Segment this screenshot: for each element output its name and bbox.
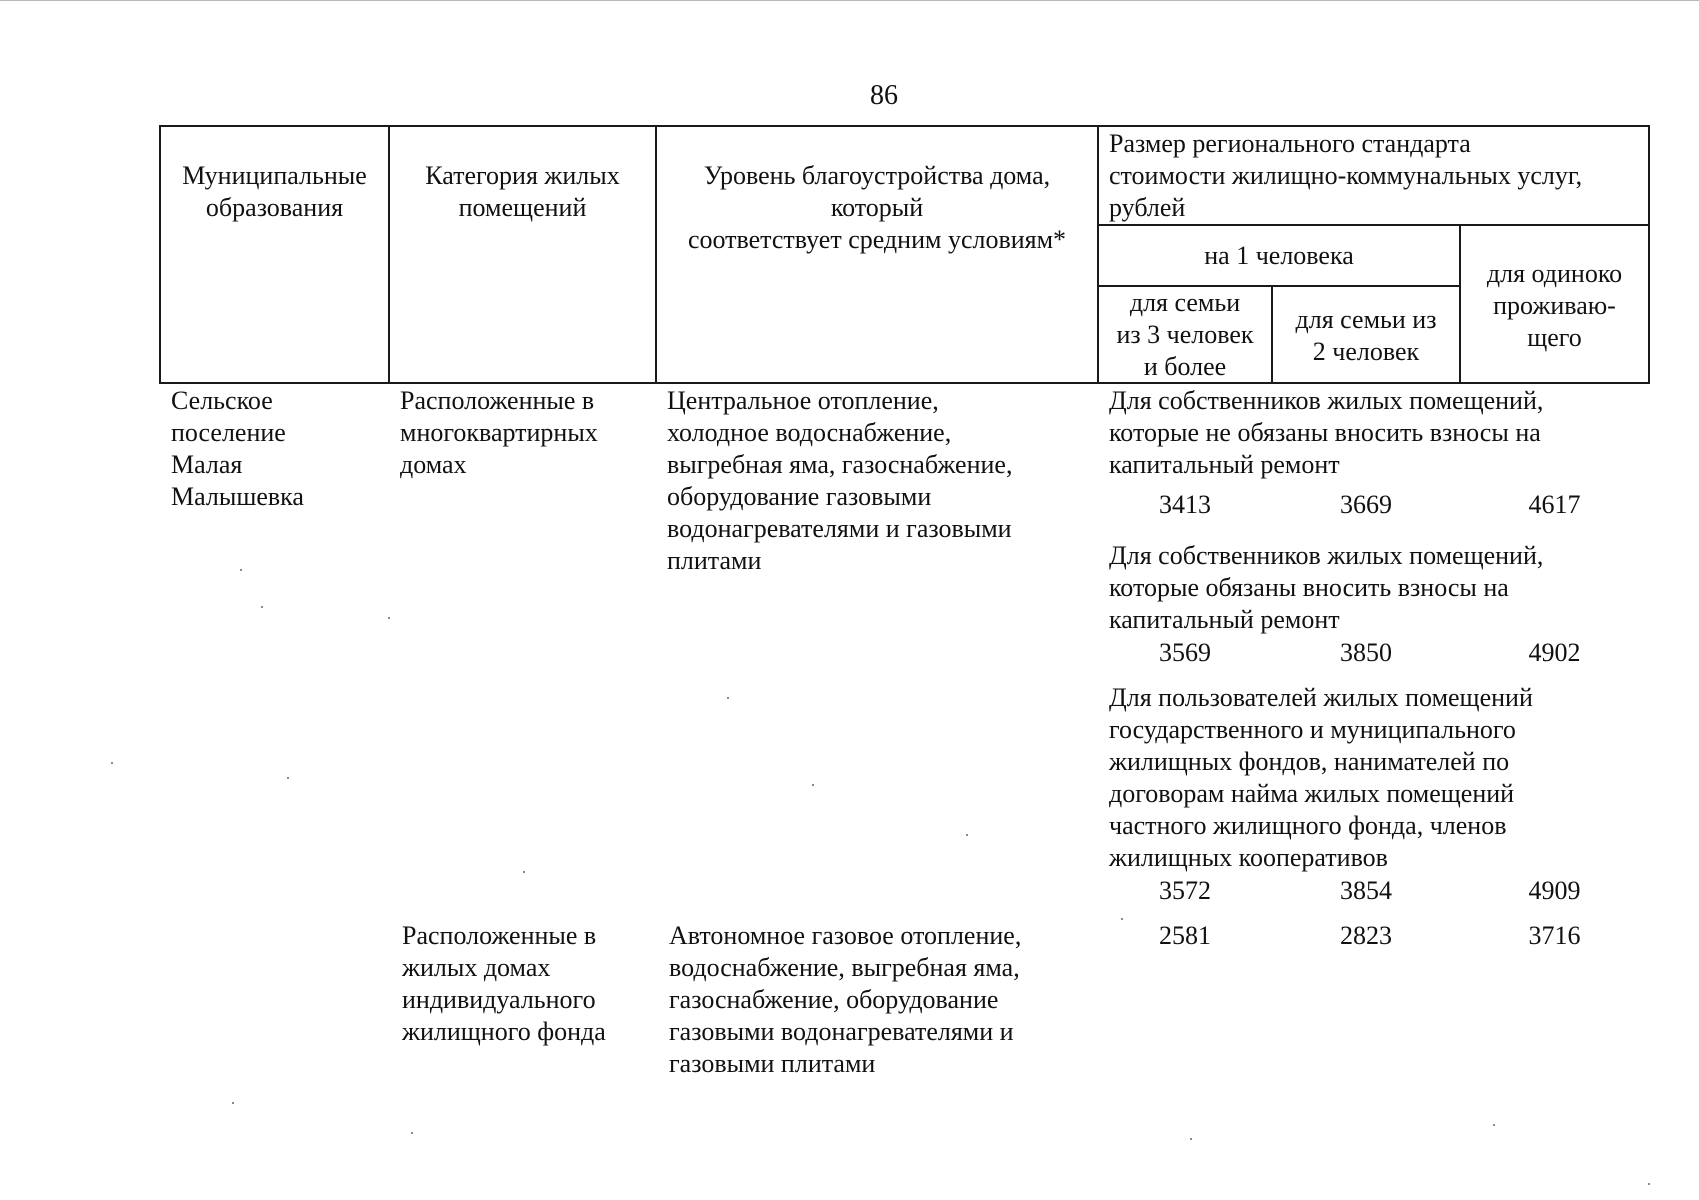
header-line: из 3 человек [1116, 320, 1254, 349]
speck [812, 784, 814, 786]
cell-line: холодное водоснабжение, [667, 418, 952, 447]
header-line: для семьи [1129, 288, 1241, 317]
group-text-line: частного жилищного фонда, членов [1109, 811, 1507, 840]
value-single: 4902 [1528, 638, 1581, 667]
group-text-line: которые обязаны вносить взносы на [1109, 573, 1509, 602]
group-text-line: Для пользователей жилых помещений [1109, 683, 1533, 712]
cell-line: газовыми плитами [669, 1049, 876, 1078]
cell-line: жилых домах [402, 953, 551, 982]
value-family3: 3569 [1159, 638, 1211, 667]
header-line: щего [1527, 323, 1582, 352]
header-line: для одиноко [1486, 259, 1623, 288]
cell-line: многоквартирных [400, 418, 598, 447]
header-line: Категория жилых [425, 161, 620, 190]
value-family3: 3413 [1159, 490, 1211, 519]
value-single: 4617 [1528, 490, 1581, 519]
header-line: рублей [1109, 193, 1186, 222]
header-right-border [1648, 125, 1650, 384]
cell-line: Малая [171, 450, 243, 479]
cell-line: жилищного фонда [402, 1017, 606, 1046]
header-line: проживаю- [1493, 291, 1616, 320]
speck [1648, 1183, 1650, 1185]
value-single: 4909 [1528, 876, 1581, 905]
group-text-line: которые не обязаны вносить взносы на [1109, 418, 1541, 447]
group-text-line: капитальный ремонт [1109, 450, 1340, 479]
column-header-per-person: на 1 человека [1204, 241, 1354, 270]
header-line: стоимости жилищно-коммунальных услуг, [1109, 161, 1583, 190]
cell-line: Расположенные в [400, 386, 595, 415]
cell-line: выгребная яма, газоснабжение, [667, 450, 1013, 479]
cell-line: Малышевка [171, 482, 304, 511]
speck [523, 871, 525, 873]
group-text-line: Для собственников жилых помещений, [1109, 386, 1544, 415]
cell-line: Автономное газовое отопление, [669, 921, 1022, 950]
header-line: и более [1143, 352, 1227, 381]
speck [1493, 1124, 1495, 1126]
value-family2: 3850 [1340, 638, 1392, 667]
cell-line: Расположенные в [402, 921, 597, 950]
cell-line: индивидуального [402, 985, 596, 1014]
speck [261, 606, 263, 608]
header-bottom-border [159, 382, 1650, 384]
speck [111, 762, 113, 764]
header-line: для семьи из [1295, 305, 1437, 334]
speck [240, 569, 242, 571]
value-single: 3716 [1528, 921, 1581, 950]
cell-line: поселение [171, 418, 286, 447]
group-text-line: жилищных кооперативов [1109, 843, 1388, 872]
cell-line: газоснабжение, оборудование [669, 985, 999, 1014]
cell-line: водонагревателями и газовыми [667, 514, 1012, 543]
value-family2: 3854 [1340, 876, 1392, 905]
group-text-line: жилищных фондов, нанимателей по [1109, 747, 1510, 776]
cell-line: домах [400, 450, 467, 479]
value-family2: 2823 [1340, 921, 1392, 950]
cell-line: оборудование газовыми [667, 482, 932, 511]
value-family3: 2581 [1159, 921, 1211, 950]
header-line: соответствует средним условиям* [687, 225, 1067, 254]
speck [388, 617, 390, 619]
group-text-line: капитальный ремонт [1109, 605, 1340, 634]
speck [727, 697, 729, 699]
group-text-line: Для собственников жилых помещений, [1109, 541, 1544, 570]
header-line: 2 человек [1312, 337, 1420, 366]
header-line: помещений [458, 193, 587, 222]
group-text-line: договорам найма жилых помещений [1109, 779, 1515, 808]
speck [287, 777, 289, 779]
speck [1121, 918, 1123, 920]
value-family3: 3572 [1159, 876, 1211, 905]
page-number: 86 [870, 80, 898, 111]
value-family2: 3669 [1340, 490, 1392, 519]
cell-line: плитами [667, 546, 762, 575]
speck [966, 834, 968, 836]
header-line: Размер регионального стандарта [1109, 129, 1471, 158]
cell-line: водоснабжение, выгребная яма, [669, 953, 1020, 982]
header-top-border [159, 125, 1650, 127]
speck [411, 1132, 413, 1134]
speck [1190, 1138, 1192, 1140]
header-line: Муниципальные [182, 161, 367, 190]
header-line: который [830, 193, 924, 222]
header-line: образования [205, 193, 344, 222]
speck [232, 1102, 234, 1104]
cell-line: газовыми водонагревателями и [669, 1017, 1014, 1046]
cell-line: Сельское [171, 386, 273, 415]
group-text-line: государственного и муниципального [1109, 715, 1516, 744]
cell-line: Центральное отопление, [667, 386, 939, 415]
scan-edge-line [0, 0, 1699, 1]
header-line: Уровень благоустройства дома, [703, 161, 1051, 190]
